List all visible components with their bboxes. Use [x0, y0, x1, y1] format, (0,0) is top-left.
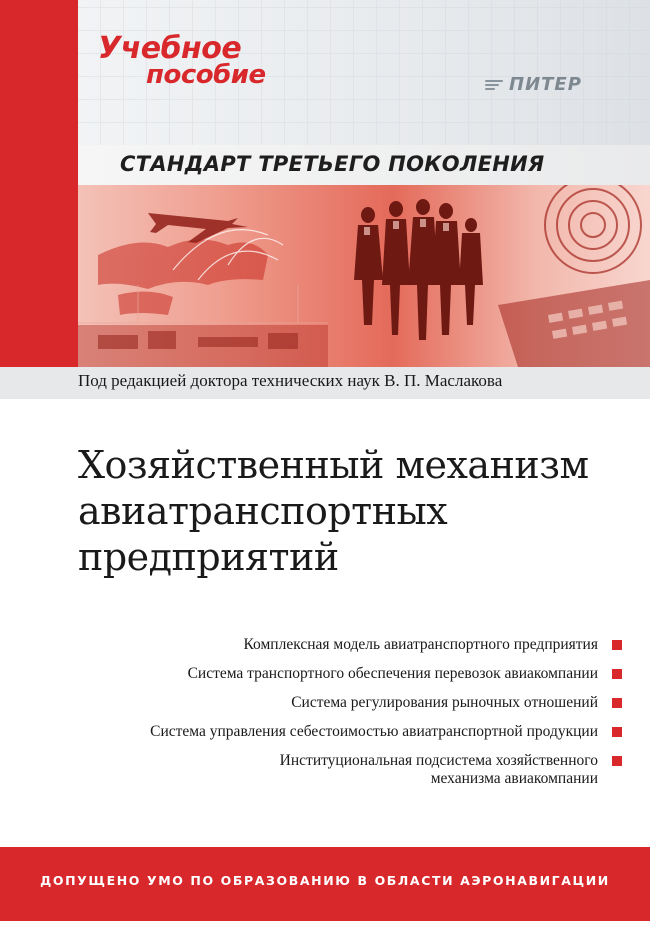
- red-square-bullet-icon: [612, 669, 622, 679]
- title-line-2: авиатранспортных: [78, 489, 448, 533]
- bottom-white-edge: [0, 921, 650, 933]
- book-title: [78, 442, 638, 580]
- airplane-icon: [148, 213, 248, 243]
- red-square-bullet-icon: [612, 640, 622, 650]
- feature-item: [150, 665, 598, 683]
- feature-item: [150, 636, 598, 654]
- series-line-1: Учебное: [98, 31, 242, 66]
- feature-text-line-2: механизма авиакомпании: [430, 770, 598, 787]
- approval-note: ДОПУЩЕНО УМО ПО ОБРАЗОВАНИЮ В ОБЛАСТИ АЭРОНАВИГАЦИИ: [40, 873, 610, 888]
- feature-text: Система транспортного обеспечения перевозок авиакомпании: [187, 665, 598, 682]
- feature-item: [150, 752, 598, 788]
- speed-lines-icon: [485, 79, 505, 91]
- left-red-bar: [0, 0, 78, 367]
- left-white-strip: [0, 367, 78, 847]
- title-line-3: предприятий: [78, 535, 339, 579]
- series-label: [98, 31, 266, 90]
- series-line-2: пособие: [146, 60, 266, 90]
- standard-label: СТАНДАРТ ТРЕТЬЕГО ПОКОЛЕНИЯ: [120, 152, 545, 176]
- aviation-collage-svg: [78, 185, 650, 367]
- publisher-logo: [485, 74, 582, 95]
- feature-text: Система регулирования рыночных отношений: [291, 694, 598, 711]
- title-line-1: Хозяйственный механизм: [78, 443, 589, 487]
- red-square-bullet-icon: [612, 727, 622, 737]
- feature-list: [150, 636, 598, 799]
- red-square-bullet-icon: [612, 756, 622, 766]
- feature-item: [150, 723, 598, 741]
- editor-credit: Под редакцией доктора технических наук В. П. Маслакова: [78, 371, 503, 390]
- publisher-name: ПИТЕР: [509, 74, 582, 95]
- red-square-bullet-icon: [612, 698, 622, 708]
- aviation-collage-image: [78, 185, 650, 367]
- feature-text: Комплексная модель авиатранспортного предприятия: [243, 636, 598, 653]
- feature-text: Система управления себестоимостью авиатранспортной продукции: [150, 723, 598, 740]
- radar-icon: [545, 185, 641, 273]
- feature-item: [150, 694, 598, 712]
- feature-text-line-1: Институциональная подсистема хозяйственного: [279, 752, 598, 769]
